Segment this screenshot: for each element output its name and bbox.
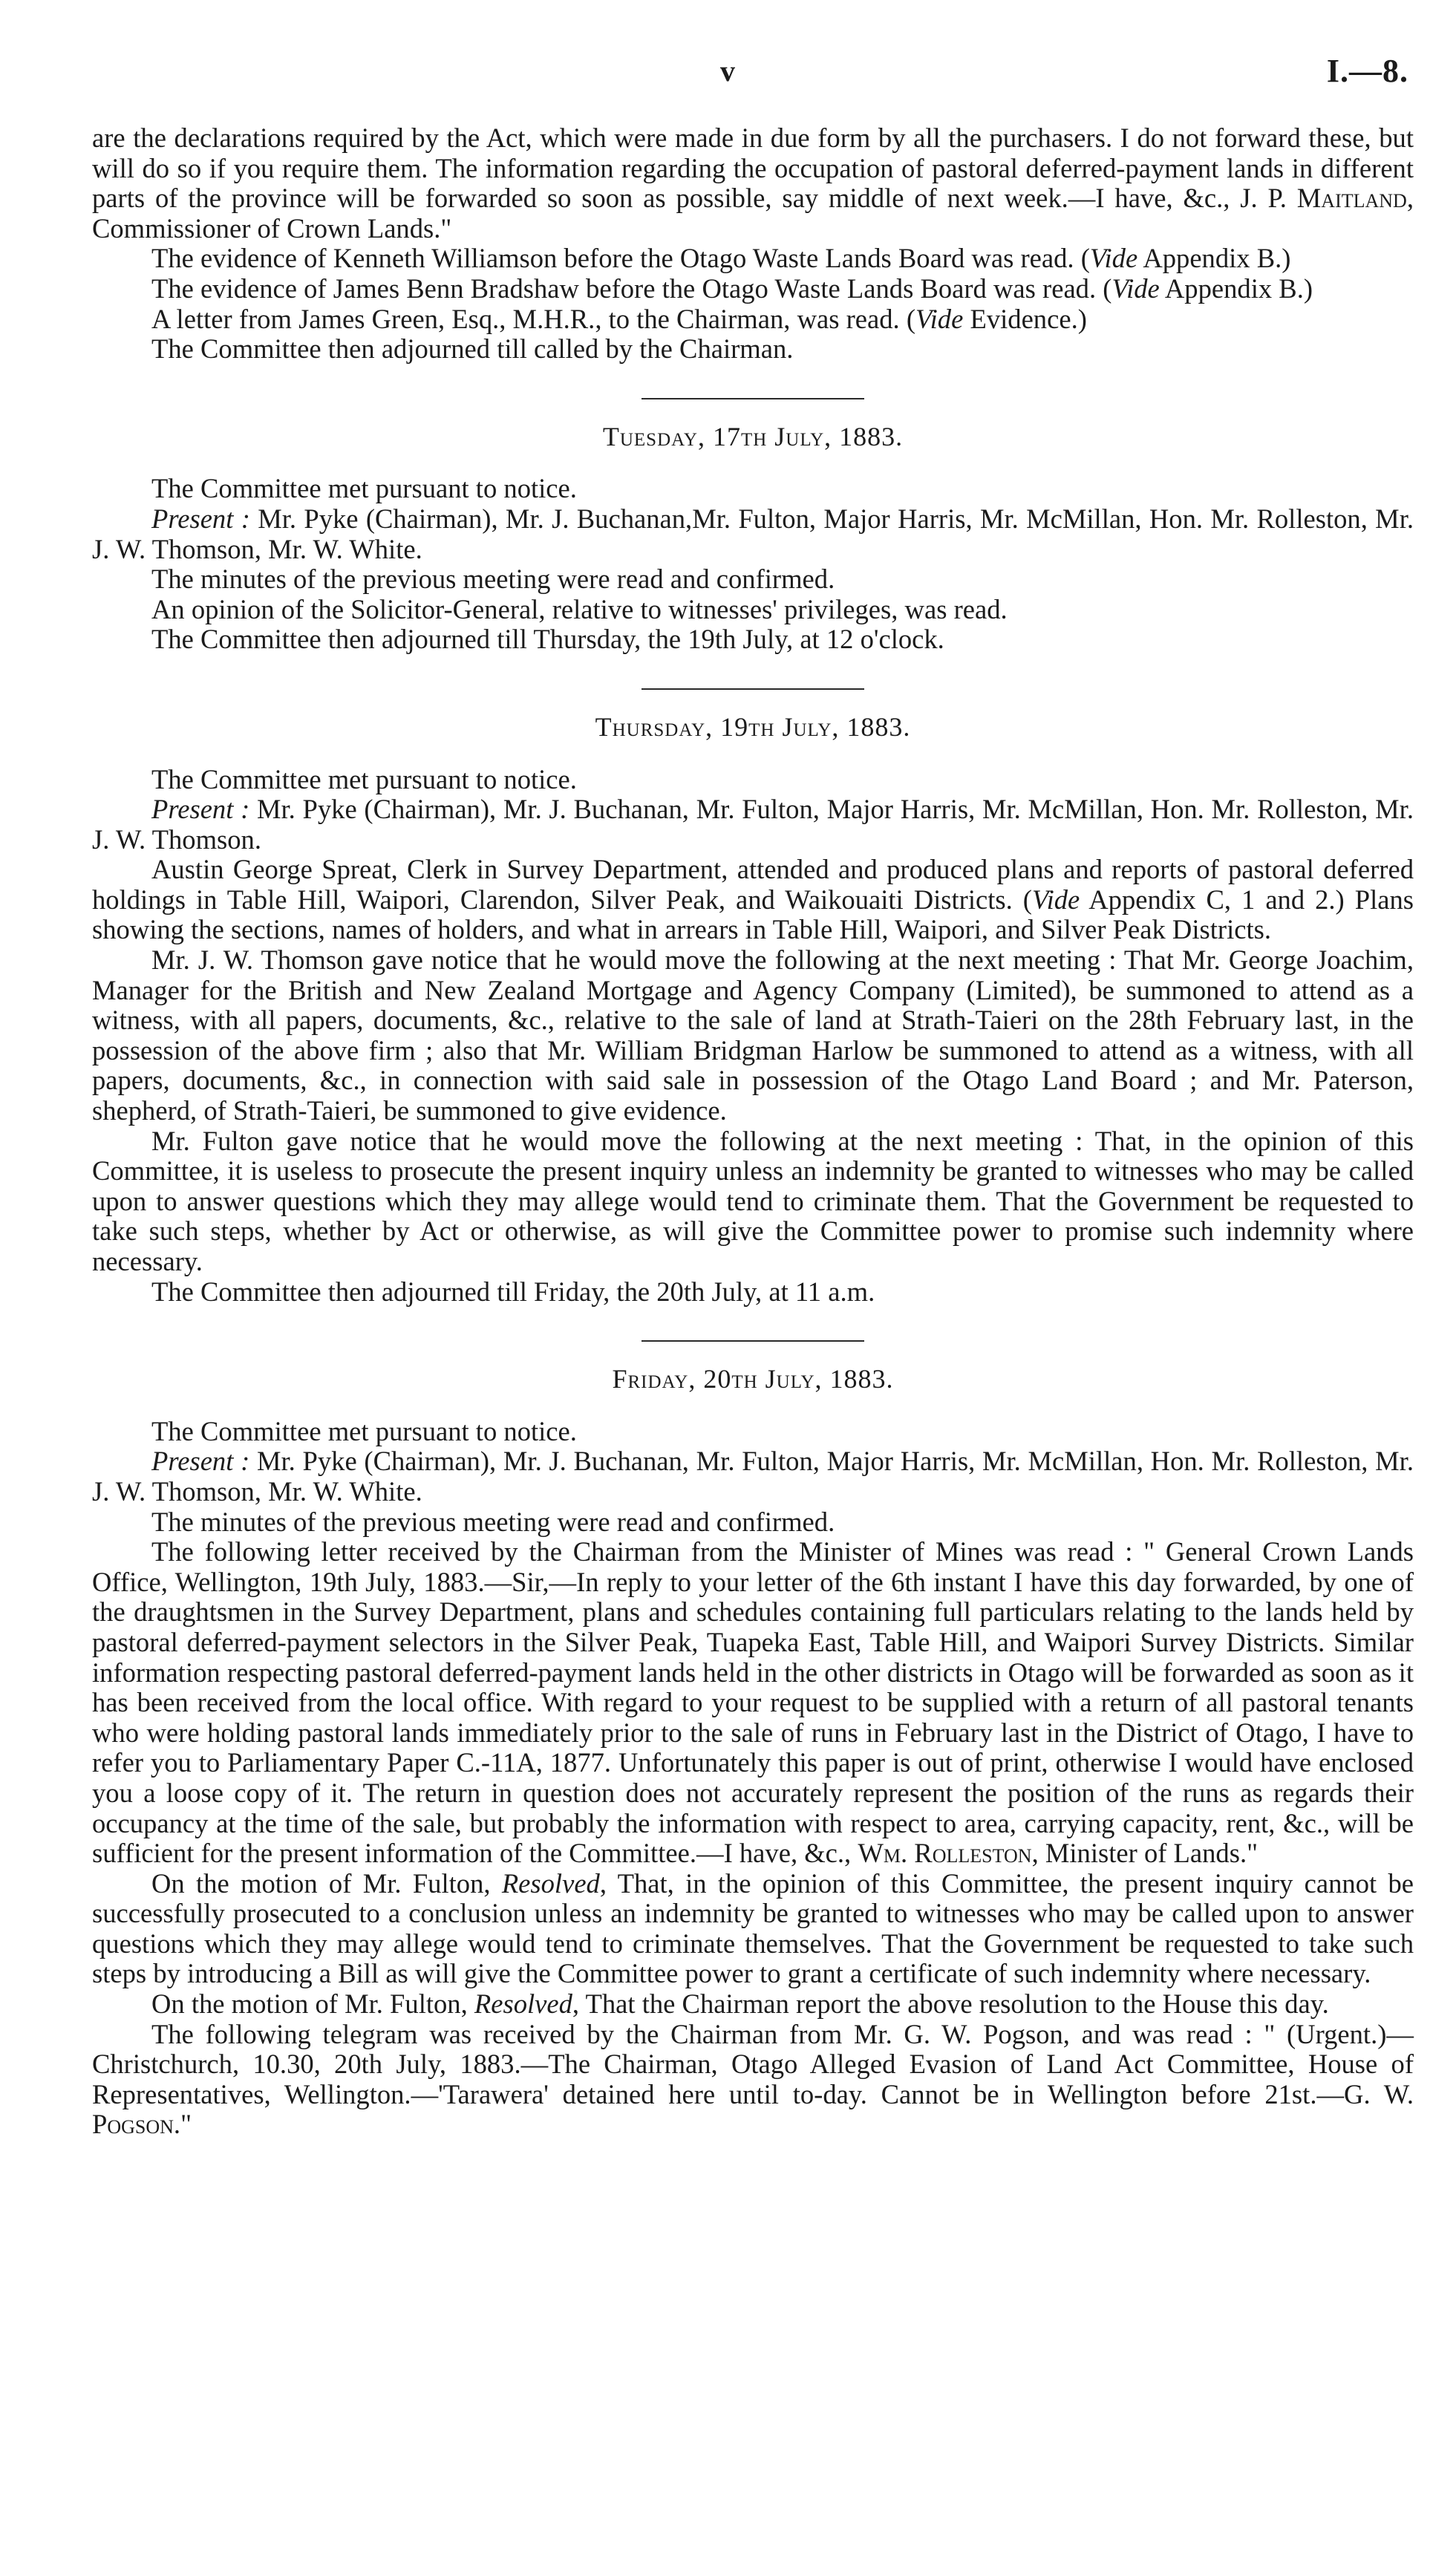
- session-heading-thursday: Thursday, 19th July, 1883.: [595, 711, 911, 742]
- session-heading-tuesday: Tuesday, 17th July, 1883.: [602, 421, 904, 451]
- minister-letter-paragraph: The following letter received by the Chairman from the Minister of Mines was read : " General Crown Lands Office, Wellington, 19th July, 1883.—Sir,—In reply to your letter of the 6th instant I have this day forwarded, by one of the draughtsmen in the Survey Department, plans and schedules containing full particulars relating to the lands held by pastoral deferred-payment selectors in the Silver Peak, Tuapeka East, Table Hill, and Waipori Survey Districts. Similar information respecting pastoral deferred-payment lands held in the other districts in Otago will be forwarded as soon as it has been received from the local office. With regard to your request to be supplied with a return of all pastoral tenants who were holding pastoral lands immediately prior to the sale of runs in February last in the District of Otago, I have to refer you to Parliamentary Paper C.-11A, 1877. Unfortunately this paper is out of print, otherwise I would have enclosed you a loose copy of it. The return in question does not accurately represent the position of the runs as regards their occupancy at the time of the sale, but probably the information with respect to area, carrying capacity, rent, &c., will be sufficient for the present information of the Committee.—I have, &c., Wm. Rolleston, Minister of Lands.": [92, 1536, 1414, 1869]
- evidence-bradshaw-paragraph: The evidence of James Benn Bradshaw before the Otago Waste Lands Board was read. (Vide Appendix B.): [151, 273, 1313, 304]
- fulton-notice-paragraph: Mr. Fulton gave notice that he would move the following at the next meeting : That, in the opinion of this Committee, it is useless to prosecute the present inquiry unless an indemnity be granted to witnesses who may be called upon to answer questions which they may allege would tend to criminate them. That the Government be requested to take such steps, whether by Act or otherwise, as will give the Committee power to promise such indemnity where necessary.: [92, 1125, 1414, 1276]
- section-divider: [642, 398, 864, 399]
- adjourn-paragraph: The Committee then adjourned till Friday, the 20th July, at 11 a.m.: [151, 1276, 875, 1307]
- thomson-notice-paragraph: Mr. J. W. Thomson gave notice that he would move the following at the next meeting : That Mr. George Joachim, Manager for the British and New Zealand Mortgage and Agency Company (Limited), be summoned to attend as a witness, with all papers, documents, &c., relative to the sale of land at Strath-Taieri on the 28th February last, in the possession of the above firm ; also that Mr. William Bridgman Harlow be summoned to attend as a witness, with all papers, documents, &c., in connection with said sale in possession of the Otago Land Board ; and Mr. Paterson, shepherd, of Strath-Taieri, be summoned to give evidence.: [92, 944, 1414, 1126]
- resolution-paragraph: On the motion of Mr. Fulton, Resolved, That, in the opinion of this Committee, the present inquiry cannot be successfully prosecuted to a conclusion unless an indemnity be granted to witnesses who may be called upon to answer questions which they may allege would tend to criminate themselves. That the Government be requested to take such steps by introducing a Bill as will give the Committee power to grant a certificate of such indemnity where necessary.: [92, 1867, 1414, 1989]
- signature-name: Wm. Rolleston: [858, 1838, 1032, 1869]
- met-paragraph: The Committee met pursuant to notice.: [151, 1415, 577, 1446]
- minutes-paragraph: The minutes of the previous meeting were read and confirmed.: [151, 1506, 835, 1537]
- session-heading-friday: Friday, 20th July, 1883.: [612, 1364, 894, 1394]
- adjourn-paragraph: The Committee then adjourned till Thursday, the 19th July, at 12 o'clock.: [151, 624, 944, 655]
- present-paragraph: Present : Mr. Pyke (Chairman), Mr. J. Buchanan, Mr. Fulton, Major Harris, Mr. McMillan, Hon. Mr. Rolleston, Mr. J. W. Thomson.: [92, 794, 1414, 855]
- intro-paragraph-continuation: are the declarations required by the Act, which were made in due form by all the purchasers. I do not forward these, but will do so if you require them. The information regarding the occupation of pastoral deferred-payment lands in different parts of the province will be forwarded so soon as possible, say middle of next week.—I have, &c., J. P. Maitland, Commissioner of Crown Lands.": [92, 123, 1414, 244]
- spreat-paragraph: Austin George Spreat, Clerk in Survey Department, attended and produced plans and reports of pastoral deferred holdings in Table Hill, Waipori, Clarendon, Silver Peak, and Waikouaiti Districts. (Vide Appendix C, 1 and 2.) Plans showing the sections, names of holders, and what in arrears in Table Hill, Waipori, and Silver Peak Districts.: [92, 854, 1414, 945]
- present-paragraph: Present : Mr. Pyke (Chairman), Mr. J. Buchanan, Mr. Fulton, Major Harris, Mr. McMillan, Hon. Mr. Rolleston, Mr. J. W. Thomson, Mr. W. White.: [92, 1446, 1414, 1507]
- adjourn-paragraph: The Committee then adjourned till called by the Chairman.: [151, 333, 794, 365]
- page-number: v: [720, 54, 736, 88]
- met-paragraph: The Committee met pursuant to notice.: [151, 763, 577, 794]
- evidence-williamson-paragraph: The evidence of Kenneth Williamson before the Otago Waste Lands Board was read. (Vide Appendix B.): [151, 243, 1291, 274]
- telegram-paragraph: The following telegram was received by the Chairman from Mr. G. W. Pogson, and was read : " (Urgent.)—Christchurch, 10.30, 20th July, 1883.—The Chairman, Otago Alleged Evasion of Land Act Committee, House of Representatives, Wellington.—'Tarawera' detained here until to-day. Cannot be in Wellington before 21st.—G. W. Pogson.": [92, 2018, 1414, 2140]
- met-paragraph: The Committee met pursuant to notice.: [151, 473, 577, 504]
- document-body: [92, 123, 1414, 2140]
- minutes-paragraph: The minutes of the previous meeting were read and confirmed.: [151, 564, 835, 595]
- resolution-paragraph: On the motion of Mr. Fulton, Resolved, That the Chairman report the above resolution to the House this day.: [151, 1988, 1329, 2020]
- section-divider: [642, 1340, 864, 1342]
- opinion-paragraph: An opinion of the Solicitor-General, relative to witnesses' privileges, was read.: [151, 593, 1008, 624]
- section-divider: [642, 688, 864, 690]
- present-paragraph: Present : Mr. Pyke (Chairman), Mr. J. Buchanan,Mr. Fulton, Major Harris, Mr. McMillan, Hon. Mr. Rolleston, Mr. J. W. Thomson, Mr. W. White.: [92, 503, 1414, 564]
- document-reference: I.—8.: [1326, 53, 1408, 89]
- letter-green-paragraph: A letter from James Green, Esq., M.H.R., to the Chairman, was read. (Vide Evidence.): [151, 303, 1087, 334]
- signature-name: Pogson: [92, 2109, 174, 2140]
- signature-name: Maitland: [1296, 183, 1407, 214]
